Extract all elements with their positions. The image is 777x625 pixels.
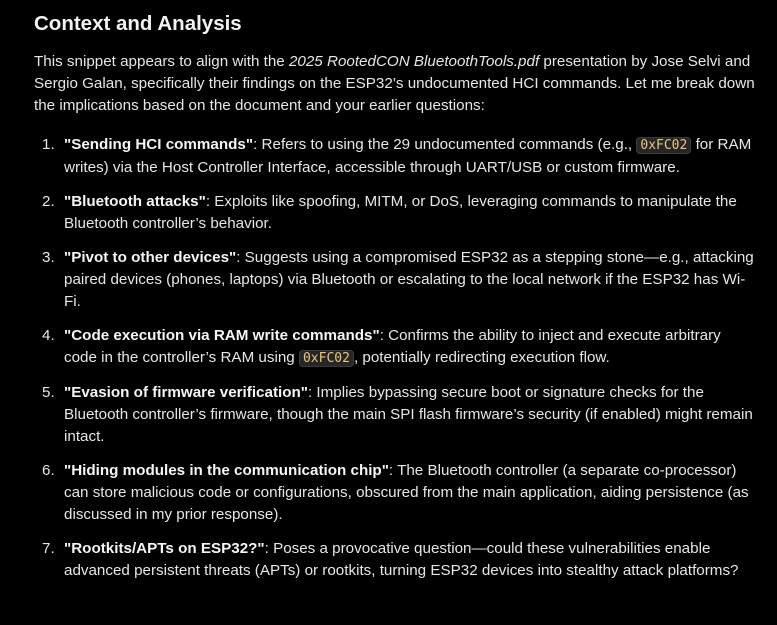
item-text: : Refers to using the 29 undocumented commands (e.g., (253, 136, 637, 153)
list-item (34, 134, 755, 179)
intro-text-before: This snippet appears to align with the (34, 53, 289, 70)
list-item (34, 460, 755, 526)
intro-text-after: presentation by Jose Selvi and Sergio Galan, specifically their findings on the ESP32’s undocumented HCI commands. Let me break down the implications based on the document and your earlier questions: (34, 53, 755, 114)
document-title: 2025 RootedCON BluetoothTools.pdf (288, 53, 540, 70)
item-title: "Pivot to other devices" (64, 249, 237, 266)
list-number: 1. (42, 136, 55, 153)
inline-code: 0xFC02 (299, 350, 354, 367)
item-text: : Exploits like spoofing, MITM, or DoS, leveraging commands to manipulate the Bluetooth controller’s behavior. (64, 193, 737, 232)
list-number: 5. (42, 384, 55, 401)
list-item (34, 191, 755, 235)
list-number: 3. (42, 249, 55, 266)
item-title: "Hiding modules in the communication chip" (64, 462, 389, 479)
item-title: "Rootkits/APTs on ESP32?" (64, 540, 265, 557)
item-text: , potentially redirecting execution flow. (353, 349, 610, 366)
item-title: "Sending HCI commands" (64, 136, 254, 153)
item-title: "Evasion of firmware verification" (64, 384, 308, 401)
intro-paragraph (34, 51, 755, 117)
item-text: : Implies bypassing secure boot or signature checks for the Bluetooth controller’s firmware, though the main SPI flash firmware’s security (if enabled) might remain intact. (64, 384, 753, 445)
inline-code: 0xFC02 (636, 137, 691, 154)
item-text: for RAM writes) via the Host Controller Interface, accessible through UART/USB or custom firmware. (64, 136, 752, 176)
implications-list (34, 134, 755, 582)
item-text: : The Bluetooth controller (a separate co-processor) can store malicious code or configurations, obscured from the main application, aiding persistence (as discussed in my prior response). (64, 462, 749, 523)
list-item (34, 325, 755, 370)
item-title: "Code execution via RAM write commands" (64, 327, 380, 344)
item-text: : Poses a provocative question—could these vulnerabilities enable advanced persistent threats (APTs) or rootkits, turning ESP32 devices into stealthy attack platforms? (64, 540, 739, 579)
item-title: "Bluetooth attacks" (64, 193, 206, 210)
list-number: 7. (42, 540, 55, 557)
list-item (34, 247, 755, 313)
item-text: : Confirms the ability to inject and execute arbitrary code in the controller’s RAM using (64, 327, 721, 366)
section-heading: Context and Analysis (34, 12, 242, 35)
list-number: 6. (42, 462, 55, 479)
list-number: 4. (42, 327, 55, 344)
item-text: : Suggests using a compromised ESP32 as a stepping stone—e.g., attacking paired devices (phones, laptops) via Bluetooth or escalating to the local network if the ESP32 has Wi-Fi. (64, 249, 754, 310)
list-item (34, 382, 755, 448)
list-item (34, 538, 755, 582)
list-number: 2. (42, 193, 55, 210)
